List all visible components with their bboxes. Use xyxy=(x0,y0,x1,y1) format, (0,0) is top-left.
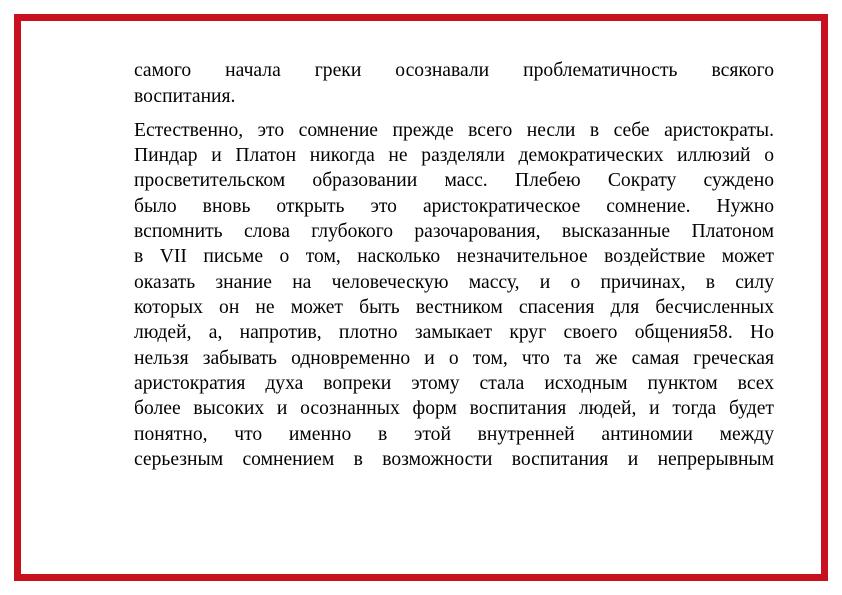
text-line: аристократия духа вопреки этому стала исходным пунктом всех xyxy=(134,373,774,395)
paragraph-main xyxy=(134,118,774,473)
text-line: серьезным сомнением в возможности воспитания и непрерывным xyxy=(134,449,774,471)
text-line: Пиндар и Платон никогда не разделяли демократических иллюзий о xyxy=(134,144,774,166)
text-line: понятно, что именно в этой внутренней антиномии между xyxy=(134,423,774,445)
text-line: которых он не может быть вестником спасения для бесчисленных xyxy=(134,297,774,318)
text-line: в VII письме о том, насколько незначительное воздействие может xyxy=(134,246,774,268)
text-line: нельзя забывать одновременно и о том, что та же самая греческая xyxy=(134,347,774,369)
text-line: Естественно, это сомнение прежде всего несли в себе аристократы. xyxy=(134,119,774,141)
text-body xyxy=(134,58,774,472)
text-line: вспомнить слова глубокого разочарования, высказанные Платоном xyxy=(134,220,774,242)
paragraph-continued xyxy=(134,58,774,111)
text-line: просветительском образовании масс. Плебею Сократу суждено xyxy=(134,170,774,192)
text-line: воспитания. xyxy=(134,86,236,108)
text-line: людей, а, напротив, плотно замыкает круг своего общения58. Но xyxy=(134,322,774,344)
text-line: более высоких и осознанных форм воспитания людей, и тогда будет xyxy=(134,398,774,420)
text-line: было вновь открыть это аристократическое сомнение. Нужно xyxy=(134,195,774,217)
text-line: оказать знание на человеческую массу, и о причинах, в силу xyxy=(134,271,774,293)
text-line: самого начала греки осознавали проблематичность всякого xyxy=(134,60,774,81)
